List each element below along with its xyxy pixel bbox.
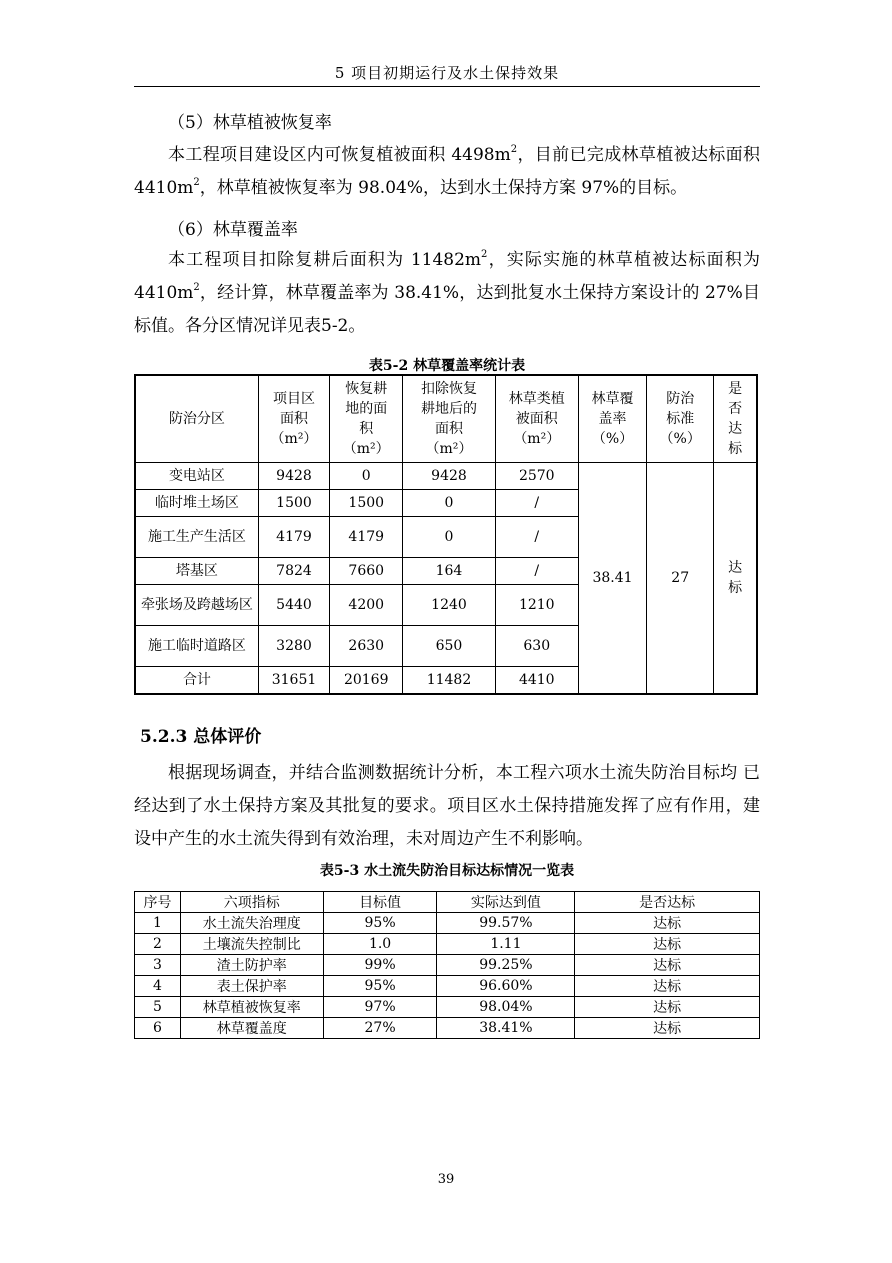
cell-indicator: 土壤流失控制比 [180,934,323,955]
table-row [135,997,760,1018]
paragraph-coverage [134,244,760,343]
superscript: 2 [481,249,488,261]
header-actual: 实际达到值 [437,892,575,913]
cell-indicator: 表土保护率 [180,976,323,997]
cell-target: 97% [323,997,437,1018]
cell-standard: 27 [647,463,714,695]
para2-text-b: ，实际实施的林草植被达标面积为 4410m [134,250,760,303]
paragraph-overall-evaluation [134,757,760,856]
cell-zone: 施工生产生活区 [135,517,258,558]
cell-actual: 98.04% [437,997,575,1018]
cell-index: 4 [135,976,181,997]
header-target: 目标值 [323,892,437,913]
table-row [135,913,760,934]
cell-pass: 达标 [575,997,760,1018]
cell-indicator: 林草覆盖度 [180,1018,323,1039]
header-restored: 恢复耕 地的面 积 （m²） [330,375,403,463]
header-area: 项目区 面积 （m²） [258,375,329,463]
cell-restored: 4179 [330,517,403,558]
cell-restored: 20169 [330,667,403,695]
cell-area: 7824 [258,558,329,585]
table-5-2-caption: 表5-2 林草覆盖率统计表 [368,358,526,374]
header-index: 序号 [135,892,181,913]
table-header-row [135,375,757,463]
cell-index: 2 [135,934,181,955]
cell-pass: 达标 [575,1018,760,1039]
cell-area: 1500 [258,490,329,517]
cell-net: 11482 [403,667,495,695]
cell-net: 9428 [403,463,495,490]
cell-net: 0 [403,517,495,558]
header-zone: 防治分区 [135,375,258,463]
cell-veg: 630 [495,626,578,667]
overall-evaluation-text: 根据现场调查，并结合监测数据统计分析，本工程六项水土流失防治目标均 已经达到了水土保持方案及其批复的要求。项目区水土保持措施发挥了应有作用，建设中产生的水土流失得到有效治理，未对周边产生不利影响。 [134,763,760,849]
cell-area: 9428 [258,463,329,490]
para2-text-c: ，经计算，林草覆盖率为 38.41%，达到批复水土保持方案设计的 27%目标值。各分区情况详见表5-2。 [134,283,760,336]
cell-index: 5 [135,997,181,1018]
table-row [135,1018,760,1039]
cell-index: 1 [135,913,181,934]
cell-area: 31651 [258,667,329,695]
cell-restored: 1500 [330,490,403,517]
para2-text-a: 本工程项目扣除复耕后面积为 11482m [168,250,482,270]
superscript: 2 [193,177,200,189]
table-5-3 [134,891,760,1039]
table-row [135,463,757,490]
cell-target: 99% [323,955,437,976]
table-row [135,955,760,976]
header-veg-area: 林草类植 被面积 （m²） [495,375,578,463]
cell-coverage: 38.41 [578,463,646,695]
para1-text-c: ，林草植被恢复率为 98.04%，达到水土保持方案 97%的目标。 [199,178,688,198]
cell-net: 650 [403,626,495,667]
paragraph-vegetation-recovery [134,139,760,205]
cell-veg: / [495,517,578,558]
table-5-2 [134,374,758,695]
cell-restored: 4200 [330,585,403,626]
table-5-3-caption: 表5-3 水土流失防治目标达标情况一览表 [319,863,575,879]
cell-zone: 施工临时道路区 [135,626,258,667]
para1-text-b: ，目前已完成林草植被达标面积 4410m [134,145,760,198]
cell-pass: 达标 [575,976,760,997]
page-number: 39 [437,1172,455,1187]
cell-restored: 2630 [330,626,403,667]
cell-zone: 合计 [135,667,258,695]
cell-net: 1240 [403,585,495,626]
header-coverage: 林草覆 盖率 （%） [578,375,646,463]
cell-pass: 达 标 [714,463,757,695]
cell-veg: / [495,558,578,585]
cell-restored: 0 [330,463,403,490]
cell-actual: 99.57% [437,913,575,934]
cell-index: 6 [135,1018,181,1039]
cell-actual: 96.60% [437,976,575,997]
cell-pass: 达标 [575,913,760,934]
cell-area: 3280 [258,626,329,667]
running-header: 5 项目初期运行及水土保持效果 [334,64,560,82]
superscript: 2 [193,282,200,294]
cell-zone: 牵张场及跨越场区 [135,585,258,626]
cell-zone: 变电站区 [135,463,258,490]
cell-veg: 2570 [495,463,578,490]
cell-area: 5440 [258,585,329,626]
cell-index: 3 [135,955,181,976]
header-rule [134,86,760,87]
header-pass: 是否达标 [575,892,760,913]
cell-indicator: 林草植被恢复率 [180,997,323,1018]
cell-indicator: 渣土防护率 [180,955,323,976]
cell-area: 4179 [258,517,329,558]
header-pass: 是 否 达 标 [714,375,757,463]
header-indicator: 六项指标 [180,892,323,913]
cell-veg: 4410 [495,667,578,695]
table-row [135,976,760,997]
header-net-area: 扣除恢复 耕地后的 面积 （m²） [403,375,495,463]
header-standard: 防治 标准 （%） [647,375,714,463]
cell-pass: 达标 [575,955,760,976]
cell-target: 1.0 [323,934,437,955]
section-5-title: （5）林草植被恢复率 [168,113,332,133]
table-row [135,934,760,955]
table-header-row [135,892,760,913]
cell-target: 95% [323,913,437,934]
cell-restored: 7660 [330,558,403,585]
cell-actual: 38.41% [437,1018,575,1039]
cell-pass: 达标 [575,934,760,955]
cell-net: 0 [403,490,495,517]
cell-zone: 塔基区 [135,558,258,585]
cell-target: 27% [323,1018,437,1039]
cell-target: 95% [323,976,437,997]
cell-veg: 1210 [495,585,578,626]
cell-actual: 99.25% [437,955,575,976]
para1-text-a: 本工程项目建设区内可恢复植被面积 4498m [168,145,511,165]
section-6-title: （6）林草覆盖率 [168,220,298,240]
cell-veg: / [495,490,578,517]
cell-zone: 临时堆土场区 [135,490,258,517]
cell-net: 164 [403,558,495,585]
superscript: 2 [510,144,518,156]
section-5-2-3-heading: 5.2.3 总体评价 [140,727,262,747]
cell-indicator: 水土流失治理度 [180,913,323,934]
cell-actual: 1.11 [437,934,575,955]
